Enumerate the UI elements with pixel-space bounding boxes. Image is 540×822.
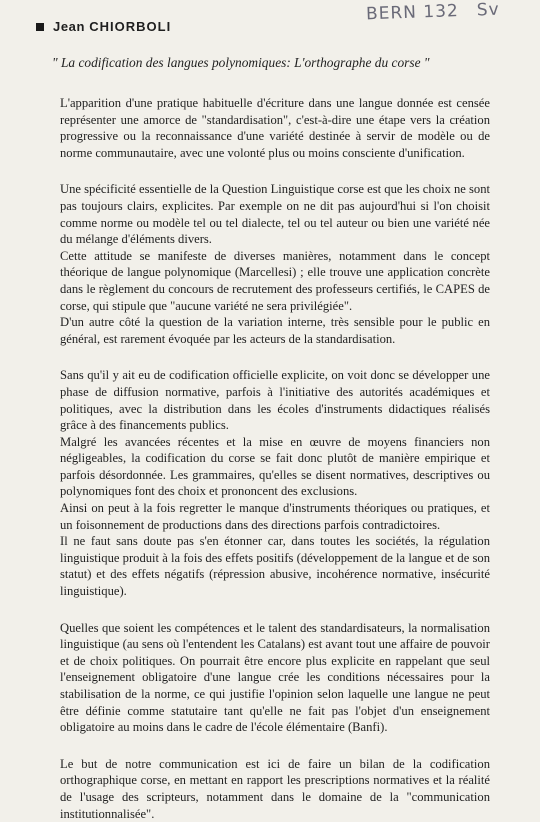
annotation-reference: BERN 132 [365,1,460,25]
paragraph: Une spécificité essentielle de la Question Linguistique corse est que les choix ne sont pas toujours clairs, explicites. Par exemple on ne dit pas aujourd'hui si l'on choisit comme norme ou modèle tel ou tel dialecte, tel ou tel auteur ou bien une variété née du mélange d'éléments divers. [60,182,490,247]
handwritten-annotation [366,0,500,24]
author-header [36,19,171,34]
paragraph: Le but de notre communication est ici de faire un bilan de la codification orthographique corse, en mettant en rapport les prescriptions normatives et la réalité de l'usage des scripteurs, notamment dans le domaine de la "communication institutionnalisée". [60,756,490,821]
author-first-name: Jean [53,19,86,34]
paragraph: Malgré les avancées récentes et la mise en œuvre de moyens financiers non négligeables, la codification du corse se fait donc plutôt de manière empirique et parfois désordonnée. Les grammaires, qu'elles se disent normatives, descriptives ou polynomiques font des choix et prononcent des exclusions. [60,434,490,499]
paragraph: Sans qu'il y ait eu de codification officielle explicite, on voit donc se développer une phase de diffusion normative, parfois à l'initiative des autorités académiques et politiques, avec la distribution dans les écoles d'instruments didactiques réalisés grâce à des financements publics. [60,368,490,433]
paragraph: D'un autre côté la question de la variation interne, très sensible pour le public en général, est rarement évoquée par les acteurs de la standardisation. [60,315,490,346]
article-title: " La codification des langues polynomiques: L'orthographe du corse " [52,55,430,70]
author-last-name: CHIORBOLI [89,19,172,34]
paragraph: Cette attitude se manifeste de diverses manières, notamment dans le concept théorique de langue polynomique (Marcellesi) ; elle trouve une application concrète dans le règlement du concours de recrutement des professeurs certifiés, le CAPES de corse, qui stipule que "aucune variété ne sera privilégiée". [60,248,490,313]
paragraph: Ainsi on peut à la fois regretter le manque d'instruments théoriques ou pratiques, et un foisonnement de productions dans des directions parfois contradictoires. [60,501,490,532]
paragraph: L'apparition d'une pratique habituelle d'écriture dans une langue donnée est censée représenter une amorce de "standardisation", c'est-à-dire une étape vers la création progressive ou la reconnaissance d'une variété destinée à servir de modèle ou de norme communautaire, avec une volonté plus ou moins consciente d'unification. [60,96,490,160]
paragraph: Il ne faut sans doute pas s'en étonner car, dans toutes les sociétés, la régulation linguistique produit à la fois des effets positifs (développement de la langue et de son statut) et des effets négatifs (répression abusive, incohérence normative, insécurité linguistique). [60,534,490,599]
annotation-initials: Sv [476,0,500,21]
paragraph: Quelles que soient les compétences et le talent des standardisateurs, la normalisation linguistique (au sens où l'entendent les Catalans) est avant tout une affaire de pouvoir et de choix politiques. On pourrait être encore plus explicite en rappelant que seul l'enseignement obligatoire d'une langue crée les conditions nécessaires pour la stabilisation de la norme, ce qui justifie l'opinion selon laquelle une langue ne peut être définie comme statutaire tant qu'elle ne fait pas l'objet d'un enseignement obligatoire au moins dans le cadre de l'école élémentaire (Banfi). [60,620,490,735]
article-body [60,95,490,822]
square-bullet-icon [36,23,44,31]
